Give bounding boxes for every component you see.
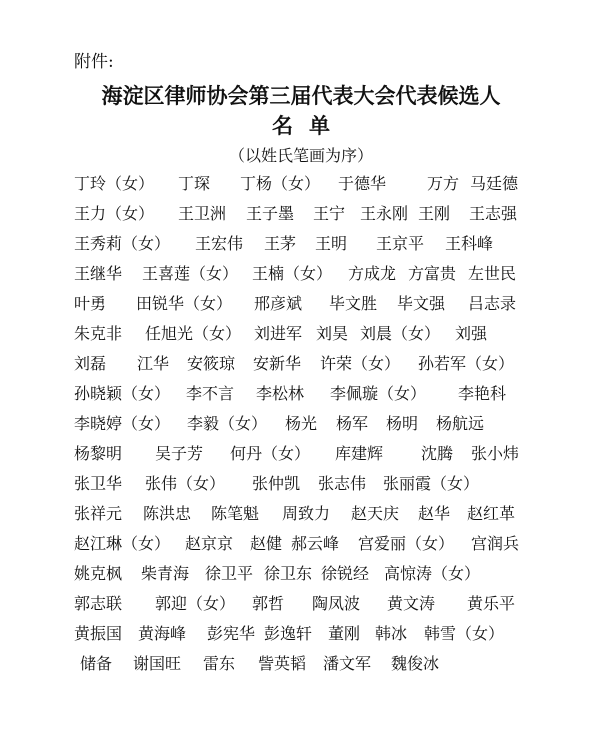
candidate-name: 何丹（女）: [230, 444, 311, 463]
candidate-name: 徐锐经: [321, 564, 370, 583]
candidate-name: 于德华: [338, 174, 387, 193]
candidate-name: 吴子芳: [155, 444, 204, 463]
candidate-name: 沈腾: [421, 444, 454, 463]
candidate-name: 吕志录: [468, 294, 517, 313]
candidate-name: 张丽霞（女）: [383, 474, 480, 493]
candidate-name: 叶勇: [74, 294, 107, 313]
name-row: [0, 410, 602, 440]
candidate-name: 孙若军（女）: [418, 354, 515, 373]
candidate-name: 邢彦斌: [254, 294, 303, 313]
name-row: [0, 320, 602, 350]
candidate-name: 杨明: [386, 414, 419, 433]
candidate-name: 万方: [427, 174, 460, 193]
page-title: 海淀区律师协会第三届代表大会代表候选人: [101, 83, 501, 108]
candidate-name: 王秀莉（女）: [74, 234, 171, 253]
candidate-name: 郭志联: [74, 594, 123, 613]
candidate-name: 魏俊冰: [391, 654, 440, 673]
candidate-name: 杨光: [285, 414, 318, 433]
name-row: [0, 440, 602, 470]
candidate-name: 陈笔魁: [211, 504, 260, 523]
candidate-name: 李艳科: [458, 384, 507, 403]
name-row: [0, 290, 602, 320]
name-row: [0, 260, 602, 290]
candidate-name: 赵健: [250, 534, 283, 553]
candidate-name: 刘进军: [254, 324, 303, 343]
candidate-name: 田锐华（女）: [136, 294, 233, 313]
name-row: [0, 620, 602, 650]
candidate-name: 郭迎（女）: [155, 594, 236, 613]
candidate-name: 徐卫东: [264, 564, 313, 583]
candidate-name: 储备: [80, 654, 113, 673]
candidate-name: 陈洪忠: [143, 504, 192, 523]
page-subtitle: 名单: [272, 113, 346, 138]
candidate-name: 王楠（女）: [252, 264, 333, 283]
name-row: [0, 530, 602, 560]
candidate-name: 谢国旺: [133, 654, 182, 673]
candidate-name: 许荣（女）: [320, 354, 401, 373]
ordering-note: （以姓氏笔画为序）: [228, 146, 373, 165]
candidate-name: 王科峰: [445, 234, 494, 253]
candidate-name: 丁玲（女）: [74, 174, 155, 193]
candidate-name: 刘强: [455, 324, 488, 343]
candidate-name: 张卫华: [74, 474, 123, 493]
candidate-name: 杨军: [336, 414, 369, 433]
candidate-name: 杨航远: [436, 414, 485, 433]
candidate-name: 彭宪华: [207, 624, 256, 643]
candidate-name: 库建辉: [335, 444, 384, 463]
candidate-name: 赵天庆: [351, 504, 400, 523]
name-row: [0, 650, 602, 680]
candidate-name: 安新华: [253, 354, 302, 373]
candidate-name: 黄振国: [74, 624, 123, 643]
candidate-name: 杨黎明: [74, 444, 123, 463]
candidate-name: 刘昊: [316, 324, 349, 343]
candidate-name: 韩雪（女）: [424, 624, 505, 643]
candidate-name: 张志伟: [318, 474, 367, 493]
candidate-name: 潘文军: [323, 654, 372, 673]
candidate-name: 赵红革: [467, 504, 516, 523]
name-row: [0, 200, 602, 230]
name-row: [0, 590, 602, 620]
candidate-name: 马廷德: [470, 174, 519, 193]
candidate-name: 姚克枫: [74, 564, 123, 583]
name-row: [0, 470, 602, 500]
name-row: [0, 350, 602, 380]
name-row: [0, 170, 602, 200]
candidate-name: 方成龙: [348, 264, 397, 283]
candidate-name: 王茅: [264, 234, 297, 253]
candidate-name: 张仲凯: [252, 474, 301, 493]
candidate-name: 黄乐平: [467, 594, 516, 613]
candidate-name: 黄文涛: [387, 594, 436, 613]
candidate-name: 王继华: [74, 264, 123, 283]
candidate-name: 柴青海: [141, 564, 190, 583]
candidate-name: 黄海峰: [138, 624, 187, 643]
candidate-name: 赵江琳（女）: [74, 534, 171, 553]
candidate-name: 江华: [137, 354, 170, 373]
candidate-name: 王卫洲: [178, 204, 227, 223]
candidate-name: 赵京京: [185, 534, 234, 553]
attachment-label: 附件:: [74, 52, 114, 72]
candidate-name: 彭逸轩: [264, 624, 313, 643]
candidate-name: 方富贵: [408, 264, 457, 283]
candidate-name: 赵华: [418, 504, 451, 523]
candidate-name: 王明: [315, 234, 348, 253]
candidate-name: 訾英韬: [258, 654, 307, 673]
candidate-name: 陶凤波: [312, 594, 361, 613]
candidate-name: 左世民: [468, 264, 517, 283]
candidate-name: 雷东: [203, 654, 236, 673]
candidate-name: 毕文胜: [329, 294, 378, 313]
candidate-name: 王刚: [418, 204, 451, 223]
candidate-name: 李毅（女）: [187, 414, 268, 433]
candidate-name: 刘磊: [74, 354, 107, 373]
candidate-name: 王志强: [469, 204, 518, 223]
candidate-name: 高惊涛（女）: [384, 564, 481, 583]
candidate-name: 郝云峰: [291, 534, 340, 553]
candidate-name: 李松林: [256, 384, 305, 403]
candidate-name: 刘晨（女）: [360, 324, 441, 343]
candidate-name: 郭哲: [252, 594, 285, 613]
candidate-name: 毕文强: [397, 294, 446, 313]
candidate-name: 王宏伟: [195, 234, 244, 253]
candidate-name: 张小炜: [471, 444, 520, 463]
candidate-name: 王力（女）: [74, 204, 155, 223]
candidate-name: 王子墨: [246, 204, 295, 223]
candidate-name: 周致力: [282, 504, 331, 523]
candidate-name: 宫润兵: [471, 534, 520, 553]
candidate-name: 安筱琼: [187, 354, 236, 373]
candidate-name: 李不言: [186, 384, 235, 403]
candidate-name: 丁琛: [178, 174, 211, 193]
candidate-name: 徐卫平: [205, 564, 254, 583]
candidate-name: 李佩璇（女）: [330, 384, 427, 403]
candidate-name: 王宁: [313, 204, 346, 223]
candidate-name-list: [0, 170, 602, 680]
candidate-name: 丁杨（女）: [240, 174, 321, 193]
candidate-name: 李晓婷（女）: [74, 414, 171, 433]
name-row: [0, 230, 602, 260]
name-row: [0, 560, 602, 590]
candidate-name: 宫爱丽（女）: [358, 534, 455, 553]
candidate-name: 董刚: [328, 624, 361, 643]
candidate-name: 朱克非: [74, 324, 123, 343]
candidate-name: 韩冰: [375, 624, 408, 643]
candidate-name: 孙晓颖（女）: [74, 384, 171, 403]
candidate-name: 任旭光（女）: [145, 324, 242, 343]
candidate-name: 王京平: [376, 234, 425, 253]
candidate-name: 王永刚: [360, 204, 409, 223]
candidate-name: 张祥元: [74, 504, 123, 523]
name-row: [0, 500, 602, 530]
name-row: [0, 380, 602, 410]
candidate-name: 王喜莲（女）: [142, 264, 239, 283]
candidate-name: 张伟（女）: [145, 474, 226, 493]
